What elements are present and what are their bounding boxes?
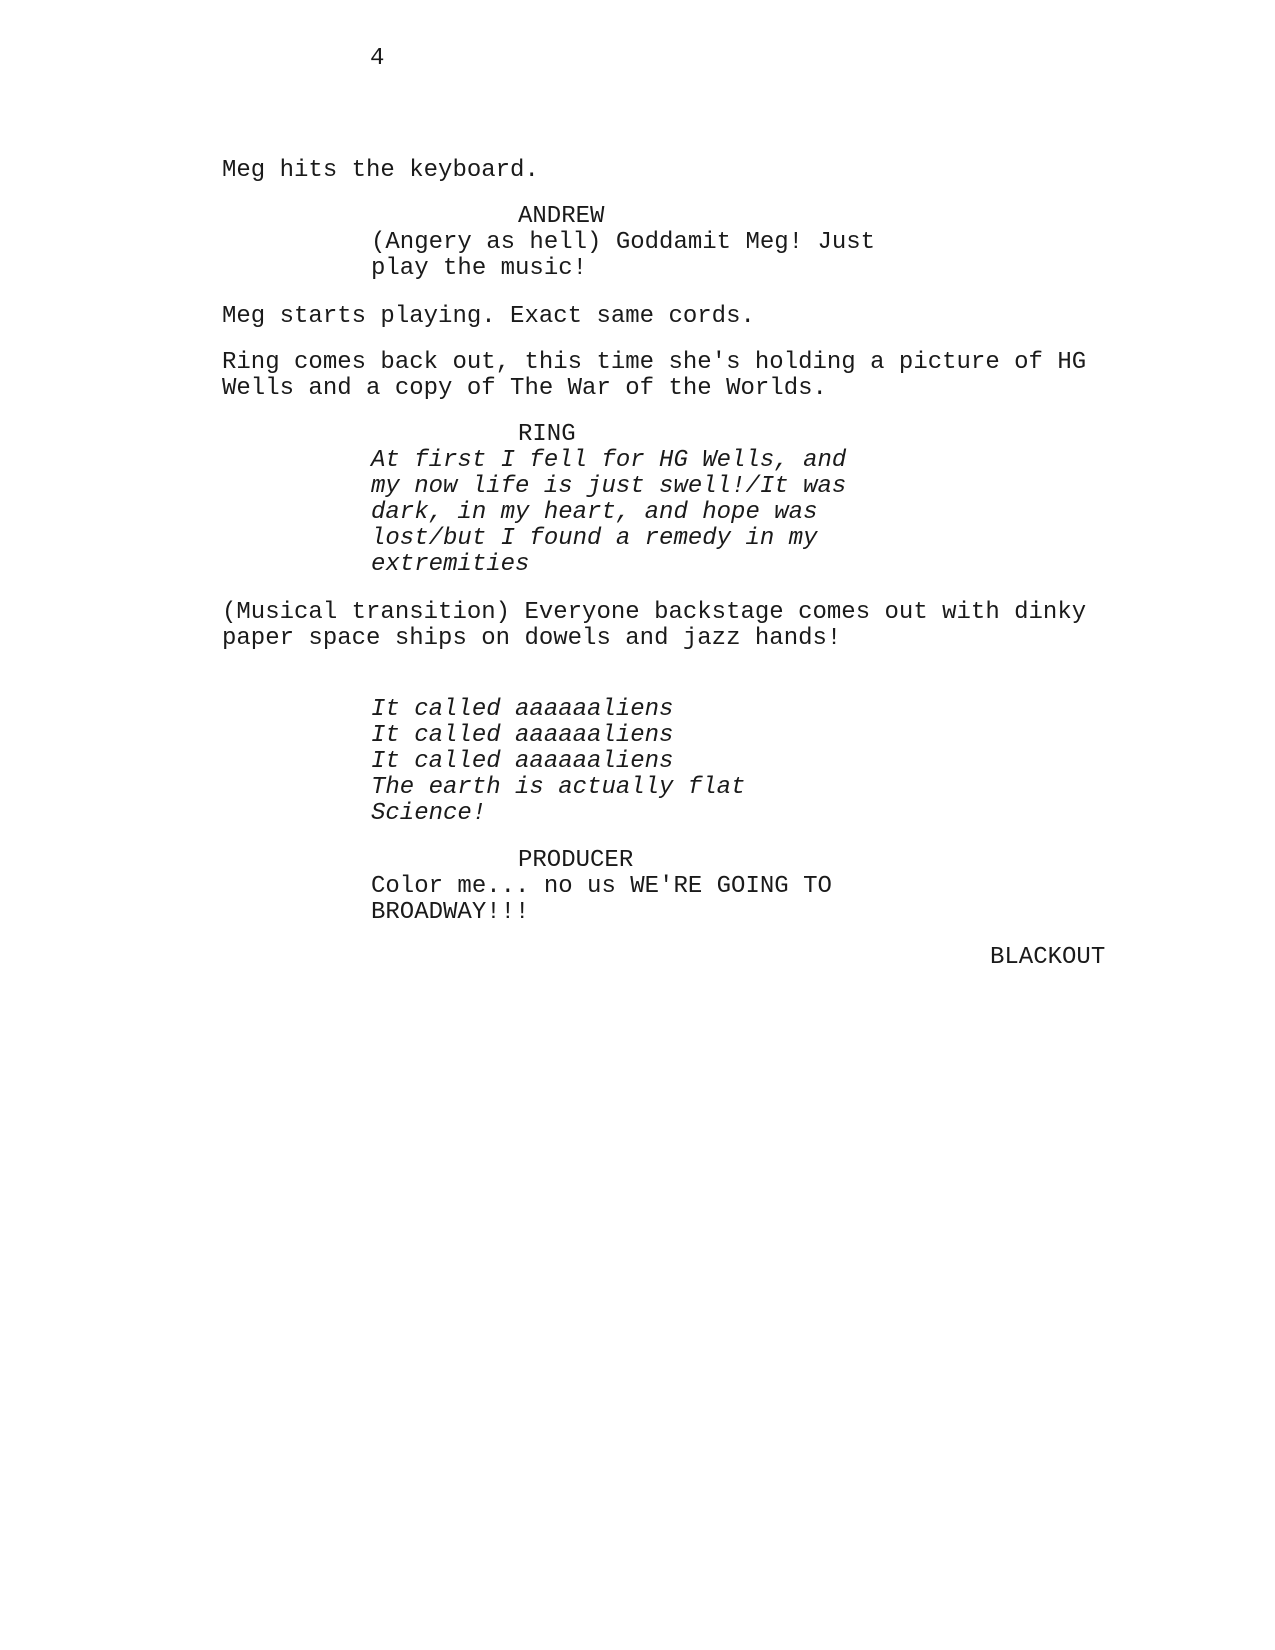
action-line: (Musical transition) Everyone backstage comes out with dinky bbox=[222, 599, 1087, 626]
action-line: Meg hits the keyboard. bbox=[222, 157, 539, 184]
chorus-line: It called aaaaaaliens bbox=[371, 696, 674, 723]
transition-blackout: BLACKOUT bbox=[990, 944, 1106, 971]
dialogue-line: play the music! bbox=[371, 255, 588, 282]
action-line: paper space ships on dowels and jazz hands! bbox=[222, 625, 842, 652]
dialogue-line: BROADWAY!!! bbox=[371, 899, 530, 926]
chorus-line: Science! bbox=[371, 800, 487, 827]
action-line: Meg starts playing. Exact same cords. bbox=[222, 303, 755, 330]
chorus-line: The earth is actually flat bbox=[371, 774, 746, 801]
lyric-line: lost/but I found a remedy in my bbox=[371, 525, 818, 552]
dialogue-line: (Angery as hell) Goddamit Meg! Just bbox=[371, 229, 876, 256]
character-name-ring: RING bbox=[518, 421, 576, 448]
action-line: Ring comes back out, this time she's holding a picture of HG bbox=[222, 349, 1087, 376]
character-name-andrew: ANDREW bbox=[518, 203, 605, 230]
chorus-line: It called aaaaaaliens bbox=[371, 722, 674, 749]
dialogue-line: Color me... no us WE'RE GOING TO bbox=[371, 873, 832, 900]
lyric-line: dark, in my heart, and hope was bbox=[371, 499, 818, 526]
action-line: Wells and a copy of The War of the Worlds. bbox=[222, 375, 827, 402]
lyric-line: my now life is just swell!/It was bbox=[371, 473, 847, 500]
lyric-line: extremities bbox=[371, 551, 530, 578]
page-number: 4 bbox=[370, 45, 385, 72]
lyric-line: At first I fell for HG Wells, and bbox=[371, 447, 847, 474]
character-name-producer: PRODUCER bbox=[518, 847, 634, 874]
chorus-line: It called aaaaaaliens bbox=[371, 748, 674, 775]
